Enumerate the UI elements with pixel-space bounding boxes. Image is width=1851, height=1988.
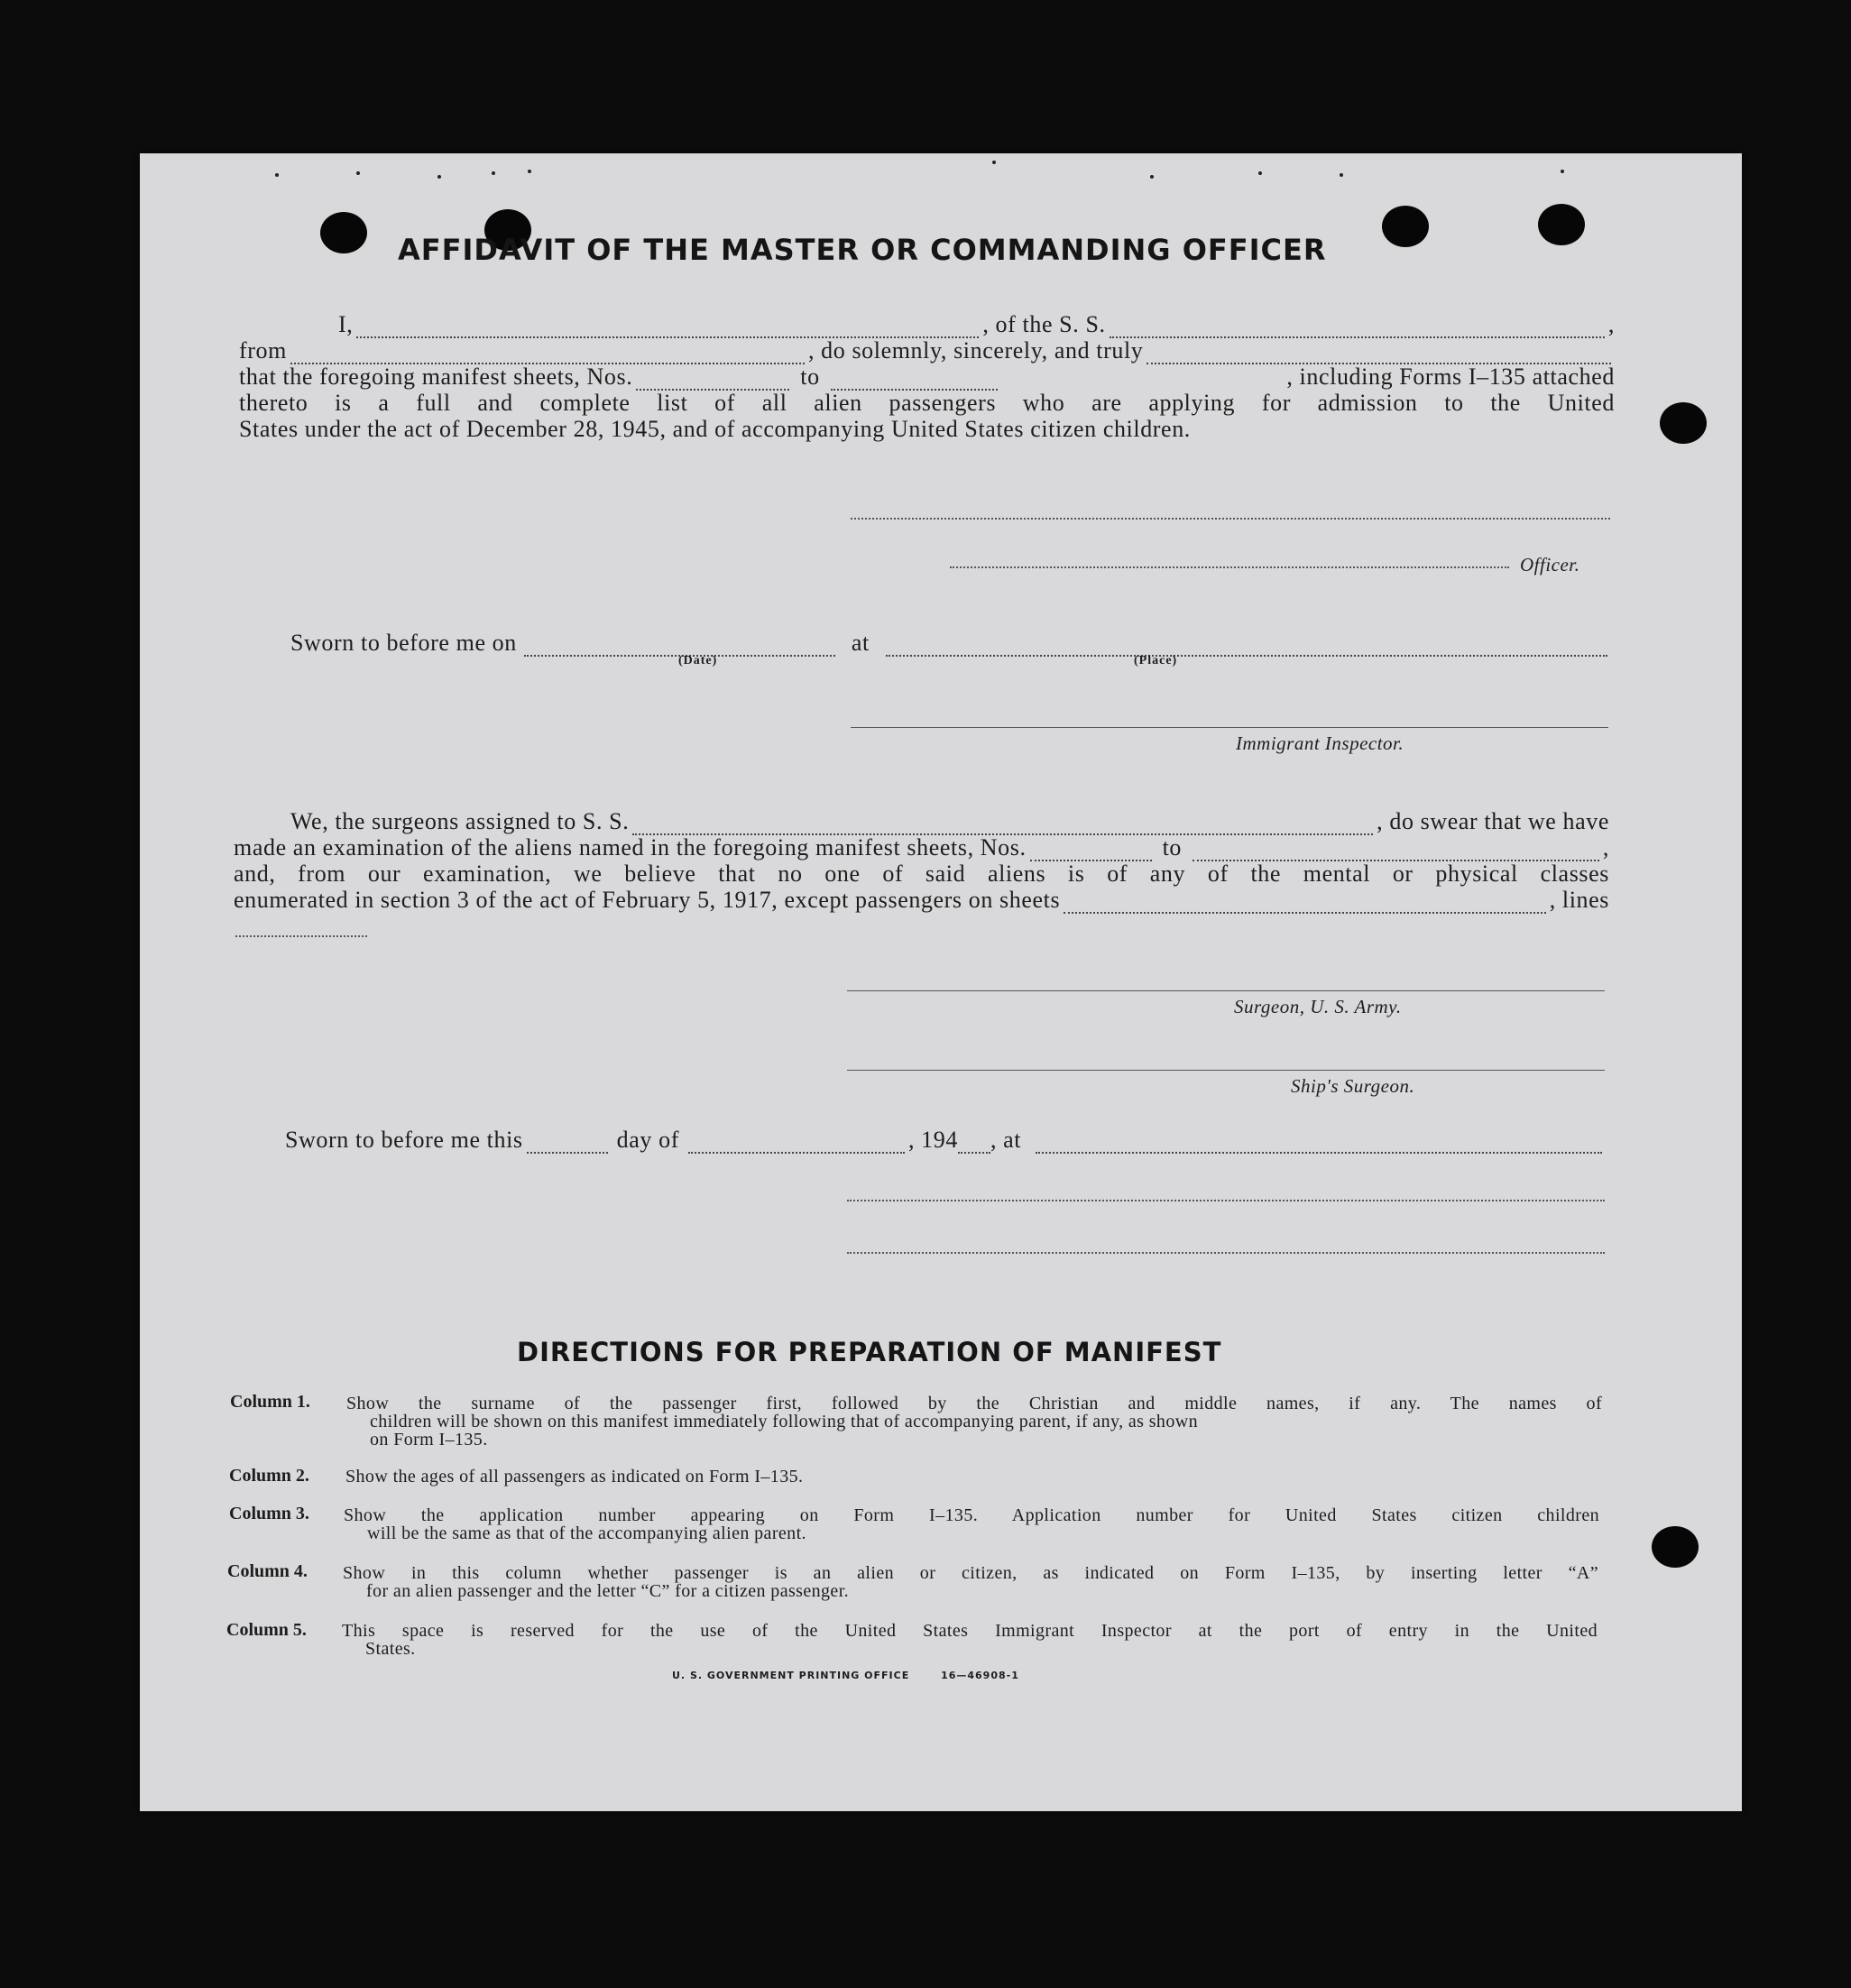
affidavit-from: from — [239, 337, 287, 364]
sheet-to-field[interactable] — [831, 369, 998, 391]
direction-4-line-2: for an alien passenger and the letter “C” for a citizen passenger. — [366, 1581, 850, 1601]
surgeons-line-2 — [234, 834, 1609, 861]
surgeons-comma: , — [1602, 834, 1609, 861]
direction-1-first: Show the surname of the passenger first, followed by the Christian and middle names, if any. The names of — [346, 1394, 1602, 1413]
inspector-signature-line[interactable] — [851, 727, 1608, 728]
surgeons-prefix: We, the surgeons assigned to S. S. — [290, 808, 630, 834]
speck — [1561, 170, 1564, 173]
except-sheets-field[interactable] — [1064, 892, 1545, 914]
inspector-label: Immigrant Inspector. — [1236, 732, 1404, 754]
printer-name: U. S. GOVERNMENT PRINTING OFFICE — [672, 1670, 910, 1681]
direction-1-line-3: on Form I–135. — [370, 1430, 488, 1450]
surgeons-ship-field[interactable] — [632, 814, 1373, 835]
direction-label-4: Column 4. — [227, 1561, 308, 1581]
ship-surgeon-label: Ship's Surgeon. — [1291, 1075, 1415, 1097]
sheet-from-field[interactable] — [636, 369, 789, 391]
sworn-line-2 — [285, 1127, 1606, 1154]
affidavit-solemnly: , do solemnly, sincerely, and truly — [807, 337, 1144, 364]
ship-surgeon-signature-line[interactable] — [847, 1070, 1605, 1071]
surgeons-section: enumerated in section 3 of the act of February 5, 1917, except passengers on sheets — [234, 887, 1061, 913]
affidavit-line-5: States under the act of December 28, 1945, and of accompanying United States citizen children. — [239, 416, 1191, 442]
direction-4-first: Show in this column whether passenger is an alien or citizen, as indicated on Form I–135, by inserting letter “A” — [343, 1563, 1598, 1583]
affidavit-sheets: that the foregoing manifest sheets, Nos. — [239, 364, 633, 390]
sworn-place-field[interactable] — [886, 635, 1607, 657]
direction-label-2: Column 2. — [229, 1466, 309, 1486]
sworn2-place-field[interactable] — [1036, 1132, 1602, 1154]
sworn-prefix: Sworn to before me on — [290, 630, 517, 656]
direction-text-2 — [345, 1468, 1601, 1486]
sworn2-year-field[interactable] — [958, 1132, 990, 1154]
affidavit-i: I, — [338, 311, 354, 337]
affidavit-forms: , including Forms I–135 attached — [1286, 364, 1615, 390]
affidavit-to: to — [800, 364, 820, 390]
place-caption: (Place) — [1134, 654, 1178, 667]
speck — [1340, 173, 1343, 177]
direction-2-first: Show the ages of all passengers as indicated on Form I–135. — [345, 1467, 804, 1486]
surgeons-to: to — [1162, 834, 1182, 861]
direction-label-1: Column 1. — [230, 1392, 310, 1412]
ship-name-field[interactable] — [1110, 317, 1605, 338]
direction-3-line-2: will be the same as that of the accompanying alien parent. — [367, 1523, 806, 1543]
surgeons-sheet-from-field[interactable] — [1030, 840, 1152, 861]
date-caption: (Date) — [678, 654, 718, 667]
sworn2-at: , at — [990, 1127, 1022, 1153]
punch-hole — [1660, 402, 1707, 444]
master-signature-line[interactable] — [851, 518, 1610, 520]
form-code: 16—46908-1 — [941, 1670, 1019, 1681]
speck — [437, 175, 441, 179]
surgeons-line-3: and, from our examination, we believe that no one of said aliens is of any of the mental or physical classes — [234, 861, 1609, 887]
sworn2-prefix: Sworn to before me this — [285, 1127, 523, 1153]
surgeons-sheet-to-field[interactable] — [1193, 840, 1599, 861]
army-surgeon-signature-line[interactable] — [847, 990, 1605, 991]
speck — [356, 171, 360, 175]
affidavit-line-1 — [289, 311, 1615, 338]
document-sheet — [140, 153, 1742, 1811]
direction-label-5: Column 5. — [226, 1620, 307, 1640]
speck — [992, 161, 996, 164]
sworn2-signature-line-1[interactable] — [847, 1200, 1605, 1201]
affidavit-of-ss: , of the S. S. — [982, 311, 1106, 337]
surgeons-line-1 — [234, 808, 1609, 835]
direction-5-first: This space is reserved for the use of the United States Immigrant Inspector at the port of entry in the United — [342, 1621, 1598, 1641]
direction-3-first: Show the application number appearing on Form I–135. Application number for United States citizen children — [344, 1505, 1599, 1525]
sworn-at: at — [851, 630, 870, 656]
affidavit-line-3 — [239, 364, 1615, 391]
affidavit-line-4: thereto is a full and complete list of all alien passengers who are applying for admission to the United — [239, 390, 1615, 416]
surgeons-swear: , do swear that we have — [1377, 808, 1609, 834]
speck — [1258, 171, 1262, 175]
sworn2-day-of: day of — [616, 1127, 679, 1153]
direction-text-4 — [343, 1564, 1598, 1600]
punch-hole — [1652, 1526, 1699, 1568]
affidavit-title: AFFIDAVIT OF THE MASTER OR COMMANDING OFFICER — [398, 233, 1327, 267]
from-port-field[interactable] — [290, 343, 805, 364]
direction-5-line-2: States. — [365, 1639, 416, 1659]
direction-text-3 — [344, 1506, 1599, 1542]
officer-label: Officer. — [1520, 554, 1580, 575]
affidavit-comma: , — [1607, 311, 1615, 337]
direction-label-3: Column 3. — [229, 1504, 309, 1523]
speck — [492, 171, 495, 175]
officer-signature-line[interactable] — [950, 566, 1509, 568]
surgeons-line-4 — [234, 887, 1609, 914]
punch-hole — [320, 212, 367, 253]
directions-title: DIRECTIONS FOR PREPARATION OF MANIFEST — [517, 1337, 1222, 1367]
speck — [275, 173, 279, 177]
sworn2-day-field[interactable] — [527, 1132, 608, 1154]
surgeons-examination: made an examination of the aliens named in the foregoing manifest sheets, Nos. — [234, 834, 1027, 861]
speck — [1150, 175, 1154, 179]
direction-text-1 — [346, 1394, 1602, 1449]
speck — [528, 170, 531, 173]
punch-hole — [1538, 204, 1585, 245]
sworn2-month-field[interactable] — [688, 1132, 905, 1154]
army-surgeon-label: Surgeon, U. S. Army. — [1234, 996, 1402, 1017]
oath-field[interactable] — [1147, 343, 1611, 364]
master-name-field[interactable] — [356, 317, 979, 338]
punch-hole — [1382, 206, 1429, 247]
sworn-line-1 — [290, 630, 1611, 657]
sworn2-year: , 194 — [907, 1127, 958, 1153]
except-lines-field[interactable] — [235, 935, 367, 937]
surgeons-lines: , lines — [1549, 887, 1609, 913]
direction-text-5 — [342, 1622, 1598, 1658]
affidavit-line-2 — [239, 337, 1615, 364]
direction-1-line-2: children will be shown on this manifest immediately following that of accompanying parent, if any, as shown — [370, 1412, 1198, 1431]
printer-footer — [672, 1670, 1019, 1681]
sworn2-signature-line-2[interactable] — [847, 1252, 1605, 1254]
